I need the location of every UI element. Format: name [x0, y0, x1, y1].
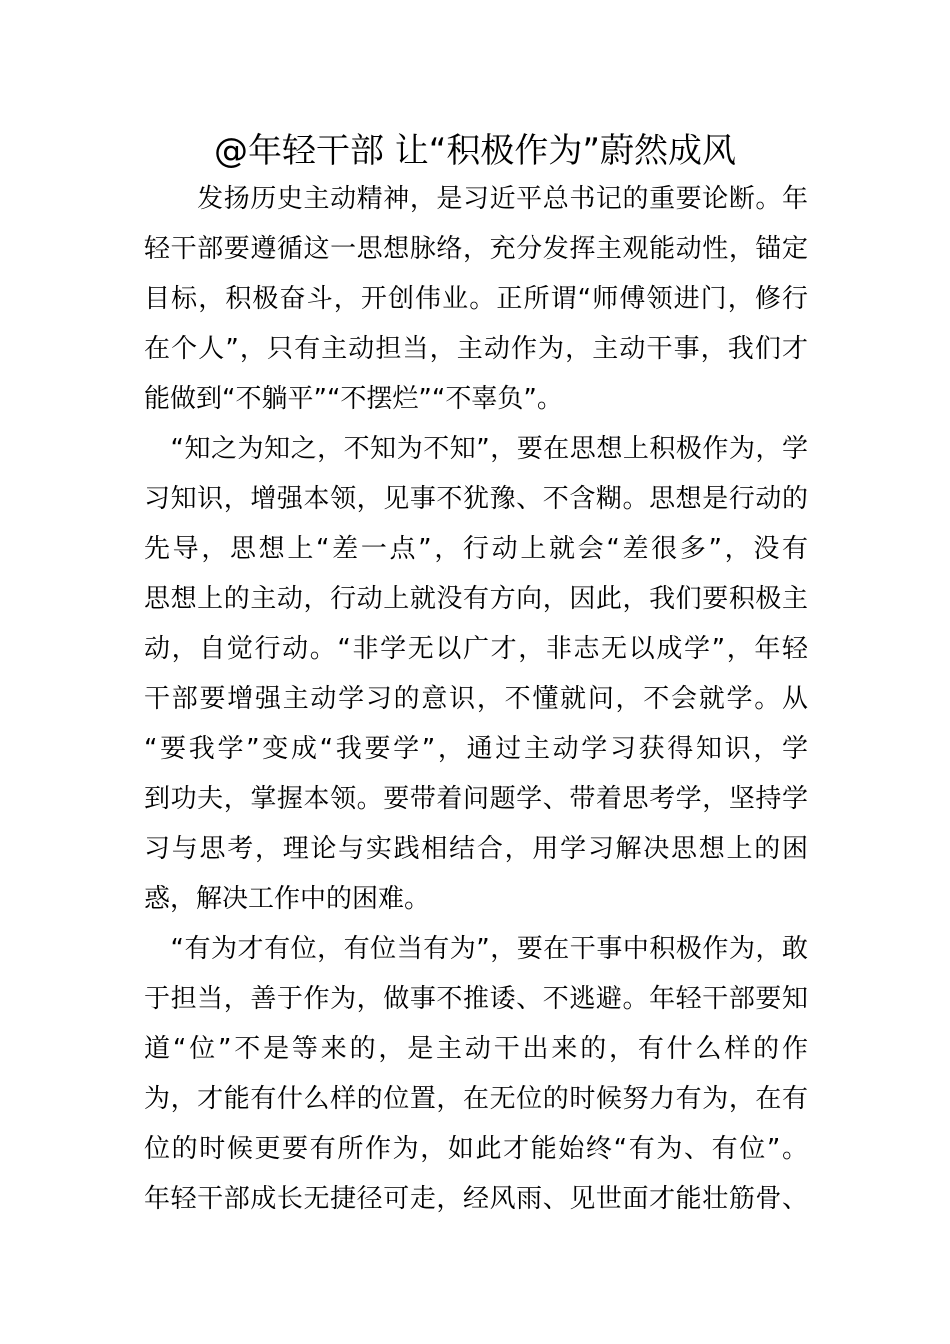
paragraph-line: “有为才有位，有位当有为”，要在干事中积极作为，敢: [144, 934, 808, 964]
paragraph-line: 位的时候更要有所作为，如此才能始终“有为、有位”。: [144, 1134, 808, 1164]
paragraph-line: 目标，积极奋斗，开创伟业。正所谓“师傅领进门，修行: [144, 284, 808, 314]
paragraph-line: 惑，解决工作中的困难。: [144, 884, 431, 914]
paragraph-line: 动，自觉行动。“非学无以广才，非志无以成学”，年轻: [144, 634, 808, 664]
paragraph-line: 思想上的主动，行动上就没有方向，因此，我们要积极主: [144, 584, 808, 614]
paragraph-line: 能做到“不躺平”“不摆烂”“不辜负”。: [144, 384, 563, 414]
paragraph-line: 发扬历史主动精神，是习近平总书记的重要论断。年: [144, 184, 808, 214]
paragraph-line: “知之为知之，不知为不知”，要在思想上积极作为，学: [144, 434, 808, 464]
paragraph-line: 道“位”不是等来的，是主动干出来的，有什么样的作: [144, 1034, 808, 1064]
paragraph-line: 习与思考，理论与实践相结合，用学习解决思想上的困: [144, 834, 808, 864]
paragraph-line: “要我学”变成“我要学”，通过主动学习获得知识，学: [144, 734, 808, 764]
paragraph-line: 干部要增强主动学习的意识，不懂就问，不会就学。从: [144, 684, 808, 714]
document-title: @年轻干部 让“积极作为”蔚然成风: [213, 131, 737, 171]
paragraph-line: 为，才能有什么样的位置，在无位的时候努力有为，在有: [144, 1084, 808, 1114]
paragraph-line: 先导，思想上“差一点”，行动上就会“差很多”，没有: [144, 534, 808, 564]
paragraph-line: 年轻干部成长无捷径可走，经风雨、见世面才能壮筋骨、: [144, 1184, 808, 1214]
paragraph-line: 在个人”，只有主动担当，主动作为，主动干事，我们才: [144, 334, 808, 364]
paragraph-line: 习知识，增强本领，见事不犹豫、不含糊。思想是行动的: [144, 484, 808, 514]
paragraph-line: 到功夫，掌握本领。要带着问题学、带着思考学，坚持学: [144, 784, 808, 814]
paragraph-line: 于担当，善于作为，做事不推诿、不逃避。年轻干部要知: [144, 984, 808, 1014]
paragraph-line: 轻干部要遵循这一思想脉络，充分发挥主观能动性，锚定: [144, 234, 808, 264]
document-body: [144, 174, 808, 1224]
